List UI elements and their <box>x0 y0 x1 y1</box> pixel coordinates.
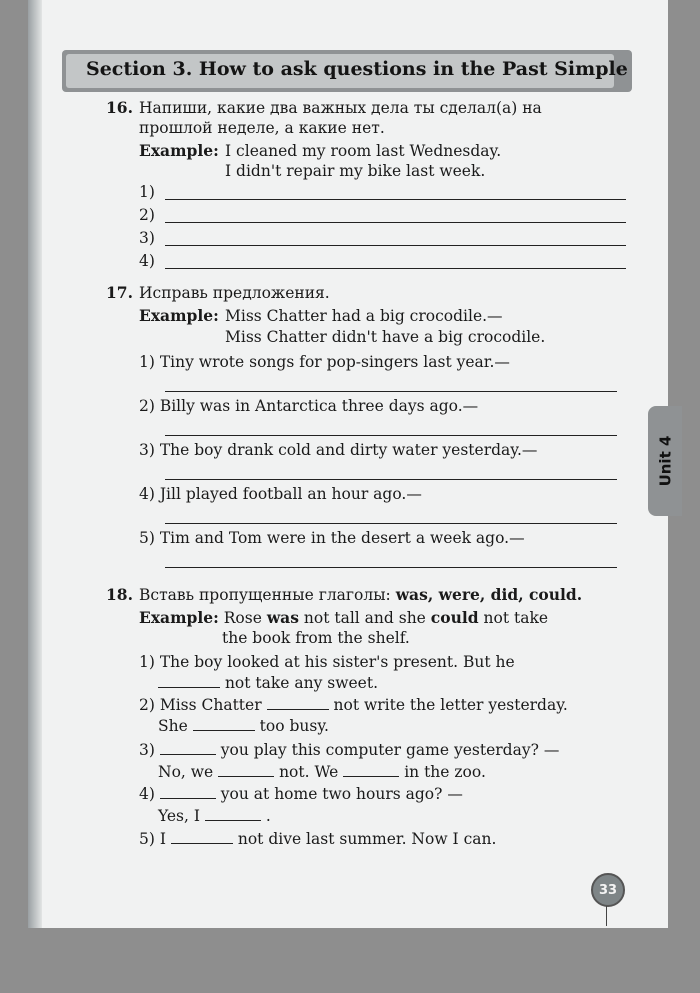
ex18-item-3-blank-1[interactable] <box>160 740 216 755</box>
ex18-item-4-a: 4) <box>139 785 155 803</box>
ex18-item-3-line-1 <box>139 740 559 760</box>
ex16-item-4-label: 4) <box>139 252 155 270</box>
section-title: Section 3. How to ask questions in the Past Simple <box>86 58 628 80</box>
ex16-answer-line-3[interactable] <box>165 245 626 246</box>
ex18-item-4-b: you at home two hours ago? — <box>220 785 463 803</box>
ex17-answer-line-5[interactable] <box>165 567 617 568</box>
ex17-answer-line-4[interactable] <box>165 523 617 524</box>
ex18-verbs: was, were, did, could. <box>395 585 583 604</box>
ex18-item-1-line-1: 1) The boy looked at his sister's present. But he <box>139 653 515 671</box>
ex18-example-a: Rose <box>223 609 262 627</box>
ex18-item-3-a: 3) <box>139 741 155 759</box>
ex16-answer-line-2[interactable] <box>165 222 626 223</box>
ex18-item-3-line-2 <box>158 762 486 782</box>
ex18-item-4-blank-1[interactable] <box>160 784 216 799</box>
ex17-answer-line-3[interactable] <box>165 479 617 480</box>
page-binding <box>28 0 42 928</box>
ex16-item-1-label: 1) <box>139 183 155 201</box>
ex18-item-2-a: 2) Miss Chatter <box>139 696 262 714</box>
ex17-example-2: Miss Chatter didn't have a big crocodile. <box>225 328 546 346</box>
ex18-item-3-b: you play this computer game yesterday? — <box>220 741 560 759</box>
unit-tab-label: Unit 4 <box>656 435 674 487</box>
ex17-answer-line-2[interactable] <box>165 435 617 436</box>
ex18-item-3-c: No, we <box>158 763 214 781</box>
ex16-number: 16. <box>106 98 133 117</box>
ex18-example-was: was <box>266 608 299 627</box>
ex16-item-2-label: 2) <box>139 206 155 224</box>
ex18-item-4-blank-2[interactable] <box>205 806 261 821</box>
unit-tab-label-wrap <box>648 406 682 516</box>
ex17-answer-line-1[interactable] <box>165 391 617 392</box>
ex18-item-2-d: too busy. <box>259 717 329 735</box>
ex18-item-5-a: 5) I <box>139 830 166 848</box>
ex17-example-label: Example: <box>139 306 219 325</box>
ex17-item-5: 5) Tim and Tom were in the desert a week ago.— <box>139 529 525 547</box>
ex18-item-2-line-2 <box>158 716 329 736</box>
page-number-balloon <box>591 873 625 907</box>
ex18-item-5-b: not dive last summer. Now I can. <box>237 830 497 848</box>
ex18-item-3-blank-2[interactable] <box>218 762 274 777</box>
ex18-number: 18. <box>106 585 133 604</box>
ex17-example-1: Miss Chatter had a big crocodile.— <box>225 307 503 325</box>
ex18-example-could: could <box>430 608 479 627</box>
ex18-item-4-d: . <box>265 807 271 825</box>
ex18-item-4-line-2 <box>158 806 271 826</box>
ex18-item-4-c: Yes, I <box>158 807 200 825</box>
ex18-item-5-line-1 <box>139 829 496 849</box>
ex18-example-c: not take <box>483 609 549 627</box>
ex17-item-4: 4) Jill played football an hour ago.— <box>139 485 422 503</box>
ex16-answer-line-1[interactable] <box>165 199 626 200</box>
ex16-item-3-label: 3) <box>139 229 155 247</box>
ex18-item-3-d: not. We <box>279 763 339 781</box>
ex18-example-b: not tall and she <box>303 609 426 627</box>
ex18-instruction <box>139 585 582 605</box>
ex18-item-2-blank-1[interactable] <box>267 695 329 710</box>
ex18-item-1-text: not take any sweet. <box>224 674 378 692</box>
ex18-item-1-blank[interactable] <box>158 673 220 688</box>
ex18-item-2-blank-2[interactable] <box>193 716 255 731</box>
ex16-answer-line-4[interactable] <box>165 268 626 269</box>
ex18-item-5-blank[interactable] <box>171 829 233 844</box>
ex17-item-3: 3) The boy drank cold and dirty water yesterday.— <box>139 441 538 459</box>
ex16-example-2: I didn't repair my bike last week. <box>225 162 486 180</box>
ex17-item-2: 2) Billy was in Antarctica three days ago.— <box>139 397 479 415</box>
ex17-item-1: 1) Tiny wrote songs for pop-singers last year.— <box>139 353 510 371</box>
ex18-instruction-text: Вставь пропущенные глаголы: <box>139 586 391 604</box>
ex16-instruction-2: прошлой неделе, а какие нет. <box>139 119 385 137</box>
ex18-item-2-line-1 <box>139 695 568 715</box>
ex18-item-4-line-1 <box>139 784 463 804</box>
ex18-item-3-blank-3[interactable] <box>343 762 399 777</box>
ex18-example-line-1 <box>139 608 548 628</box>
ex18-item-1-line-2 <box>158 673 378 693</box>
ex18-item-2-c: She <box>158 717 188 735</box>
page-number: 33 <box>598 882 618 898</box>
ex16-instruction-1: Напиши, какие два важных дела ты сделал(а) на <box>139 99 542 117</box>
ex18-item-3-e: in the zoo. <box>404 763 486 781</box>
ex18-example-label: Example: <box>139 608 219 627</box>
ex17-number: 17. <box>106 283 133 302</box>
ex16-example-label: Example: <box>139 141 219 160</box>
ex16-example-1: I cleaned my room last Wednesday. <box>225 142 502 160</box>
ex18-item-2-b: not write the letter yesterday. <box>333 696 568 714</box>
ex17-instruction: Исправь предложения. <box>139 284 330 302</box>
ex18-example-line-2: the book from the shelf. <box>222 629 410 647</box>
balloon-string <box>606 906 607 926</box>
